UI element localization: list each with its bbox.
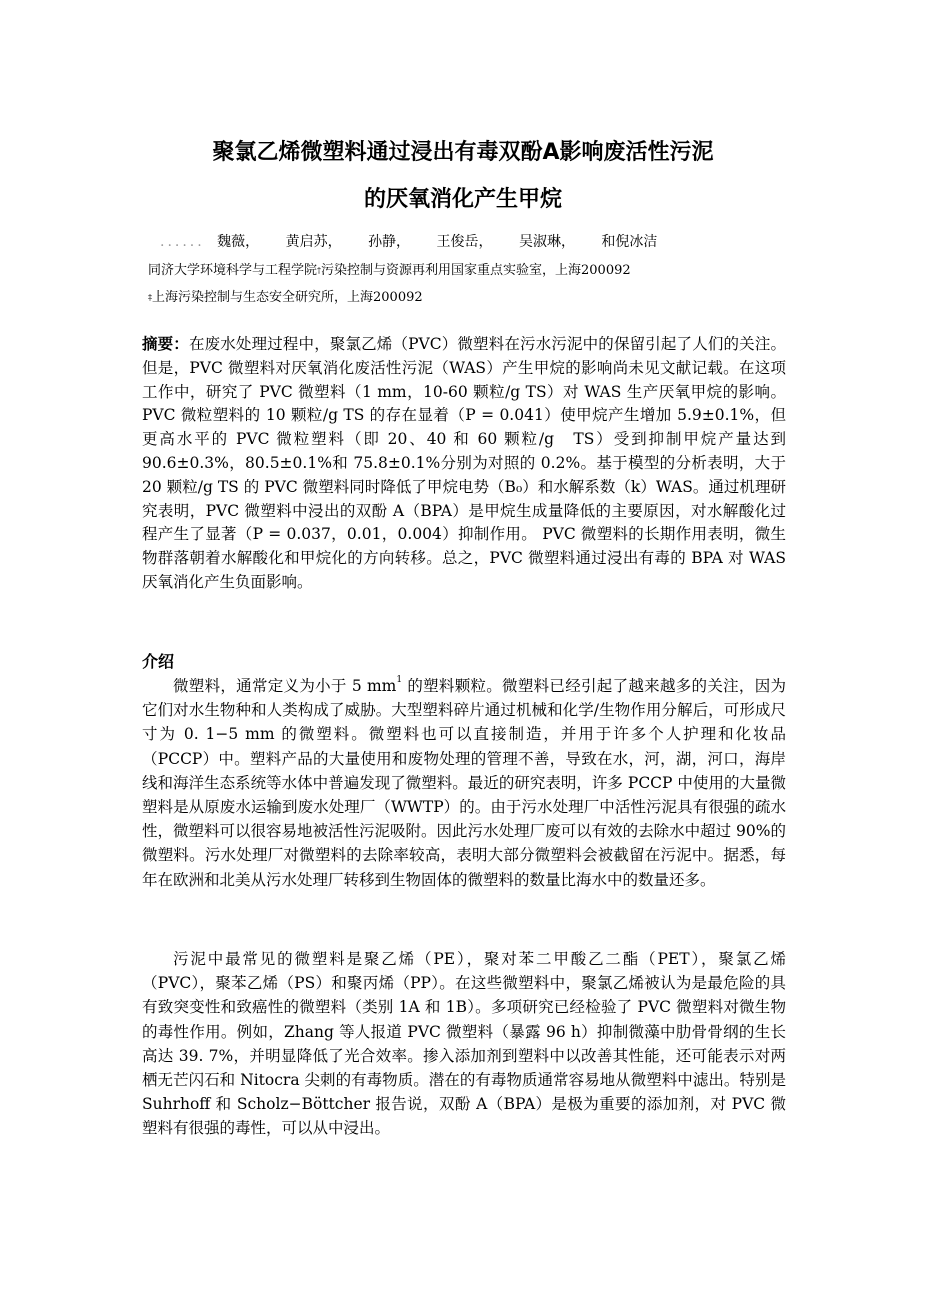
paper-title-line-2: 的厌氧消化产生甲烷 xyxy=(363,187,562,212)
affiliation-2-text: 上海污染控制与生态安全研究所，上海200092 xyxy=(152,290,423,305)
affiliation-1-lab: 污染控制与资源再利用国家重点实验室，上海200092 xyxy=(321,263,631,278)
affiliation-1-institution: 同济大学环境科学与工程学院 xyxy=(148,263,318,278)
intro-paragraph-2: 污泥中最常见的微塑料是聚乙烯（PE），聚对苯二甲酸乙二酯（PET），聚氯乙烯（PVC），聚苯乙烯（PS）和聚丙烯（PP）。在这些微塑料中，聚氯乙烯被认为是最危险的具有致突变性和致癌性的微塑料（类别 1A 和 1B）。多项研究已经检验了 PVC 微塑料对微生物的毒性作用。例如，Zhang 等人报道 PVC 微塑料（暴露 96 h）抑制微藻中肋骨骨纲的生长高达 39. 7%，并明显降低了光合效率。掺入添加剂到塑料中以改善其性能，还可能表示对两栖无芒闪石和 Nitocra 尖刺的有毒物质。潜在的有毒物质通常容易地从微塑料中滤出。特别是 Suhrhoff 和 Scholz−Böttcher 报告说，双酚 A（BPA）是极为重要的添加剂，对 PVC 微塑料有很强的毒性，可以从中浸出。 xyxy=(142,950,786,1138)
superscript: 1 xyxy=(396,675,403,685)
author-name: 黄启苏， xyxy=(285,234,342,250)
author-list xyxy=(160,232,679,252)
affiliation-1-mark: † xyxy=(317,266,322,275)
author-name: 和倪冰洁 xyxy=(601,234,658,250)
author-name: 王俊岳， xyxy=(436,234,493,250)
intro-paragraph-1-rest: 的塑料颗粒。微塑料已经引起了越来越多的关注，因为它们对水生物种和人类构成了威胁。大型塑料碎片通过机械和化学/生物作用分解后，可形成尺寸为 0. 1−5 mm 的微塑料。微塑料也可以直接制造，并用于许多个人护理和化妆品（PCCP）中。塑料产品的大量使用和废物处理的管理不善，导致在水，河，湖，河口，海岸线和海洋生态系统等水体中普遍发现了微塑料。最近的研究表明，许多 PCCP 中使用的大量微塑料是从原废水运输到废水处理厂（WWTP）的。由于污水处理厂中活性污泥具有很强的疏水性，微塑料可以很容易地被活性污泥吸附。因此污水处理厂废可以有效的去除水中超过 90%的微塑料。污水处理厂对微塑料的去除率较高，表明大部分微塑料会被截留在污泥中。据悉，每年在欧洲和北美从污水处理厂转移到生物固体的微塑料的数量比海水中的数量还多。 xyxy=(142,677,786,889)
author-name: 魏薇， xyxy=(217,234,260,250)
abstract-text: 在废水处理过程中，聚氯乙烯（PVC）微塑料在污水污泥中的保留引起了人们的关注。但是，PVC 微塑料对厌氧消化废活性污泥（WAS）产生甲烷的影响尚未见文献记载。在这项工作中，研究了 PVC 微塑料（1 mm，10-60 颗粒/g TS）对 WAS 生产厌氧甲烷的影响。PVC 微粒塑料的 10 颗粒/g TS 的存在显着（P = 0.041）使甲烷产生增加 5.9±0.1%，但更高水平的 PVC 微粒塑料（即 20、40 和 60 颗粒/g TS）受到抑制甲烷产量达到 90.6±0.3%，80.5±0.1%和 75.8±0.1%分别为对照的 0.2%。基于模型的分析表明，大于 20 颗粒/g TS 的 PVC 微塑料同时降低了甲烷电势（B₀）和水解系数（k）WAS。通过机理研究表明，PVC 微塑料中浸出的双酚 A（BPA）是甲烷生成量降低的主要原因，对水解酸化过程产生了显著（P = 0.037，0.01，0.004）抑制作用。 PVC 微塑料的长期作用表明，微生物群落朝着水解酸化和甲烷化的方向转移。总之，PVC 微塑料通过浸出有毒的 BPA 对 WAS 厌氧消化产生负面影响。 xyxy=(142,335,786,591)
author-name: 孙静， xyxy=(368,234,411,250)
intro-paragraph-1 xyxy=(142,674,786,892)
affiliation-2 xyxy=(148,288,423,308)
paper-title-line-1: 聚氯乙烯微塑料通过浸出有毒双酚A影响废活性污泥 xyxy=(212,140,714,165)
abstract-label: 摘要： xyxy=(142,335,189,353)
author-name: 吴淑琳， xyxy=(518,234,575,250)
affiliation-2-mark: ‡ xyxy=(148,293,152,302)
section-heading-introduction: 介绍 xyxy=(142,652,175,671)
abstract xyxy=(142,333,786,595)
leader-dots: ...... xyxy=(160,234,205,250)
affiliation-1 xyxy=(148,261,631,281)
intro-paragraph-1-start: 微塑料，通常定义为小于 5 mm xyxy=(173,677,397,695)
